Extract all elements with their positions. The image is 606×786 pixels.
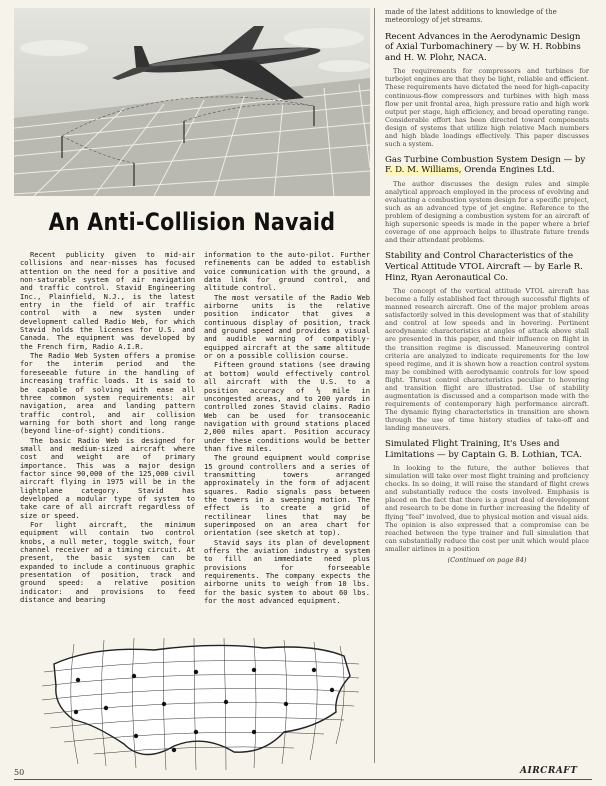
paper-entry	[385, 439, 589, 553]
paper-title	[385, 155, 589, 176]
paper-title	[385, 439, 589, 460]
paper-abstract: In looking to the future, the author believes that simulation will take over most flight training and proficiency checks. In so doing, it will raise the standard of flight crews and substantially reduce the costs involved. Emphasis is placed on the fact that there is a great deal of development and research to be done in further increasing the fidelity of flying "feel" involved, due to physical motion and visual aids. The opinion is also expressed that a compromise can be reached between the type trainer and full simulation that can substantially reduce the cost per unit which would place smaller airlines in a position	[385, 464, 589, 553]
paper-byline-rest: Orenda Engines Ltd.	[464, 165, 555, 176]
paper-title	[385, 251, 589, 283]
highlighted-author: F. D. M. Williams,	[385, 165, 462, 176]
us-map-svg	[14, 624, 370, 774]
article-paragraph: Stavid says its plan of development offers the aviation industry a system to fill an immediate need plus provisions for forseeable requirements. The company expects the airborne units to weigh from 10 lbs. for the basic system to about 60 lbs. for the most advanced equipment.	[204, 537, 370, 606]
us-outline	[54, 645, 350, 754]
continued-note: (Continued on page 84)	[447, 555, 527, 564]
paper-entry	[385, 155, 589, 245]
article-paragraph: The most versatile of the Radio Web airborne units is the relative position indicator that gives a continuous display of position, track and ground speed and provides a visual and audible warning of compatibly-equipped aircraft at the same altitude or on a possible collision course.	[204, 292, 370, 361]
intro-text: made of the latest additions to knowledge of the meteorology of jet streams.	[385, 8, 557, 25]
article-paragraph: For light aircraft, the minimum equipment will contain two control knobs, a null meter, toggle switch, four channel receiver ad a timing circuit. At present, the basic system can be expanded to include a continuous graphic presentation of position, track and ground speed: a relative position indicator: and provisions to feed distance and bearing	[20, 520, 195, 605]
paper-entry	[385, 32, 589, 148]
article-paragraph: Recent publicity given to mid-air collisions and near-misses has focused attention on the need for a positive and non-saturable system of air navigation and traffic control. Stavid Engineering Inc., Plainfield, N.J., is the latest entry in the field of air traffic control with a new system under development called Radio Web, for which Stavid holds the licenses for U.S. and Canada. The equipment was developed by the French firm, Radio A.I.R.	[20, 250, 195, 351]
article-headline: An Anti-Collision Navaid	[48, 208, 336, 236]
paper-title-text: Recent Advances in the Aerodynamic Design of Axial Turbomachinery	[385, 31, 581, 53]
aircraft-grid-svg	[14, 8, 370, 196]
article-column-2	[204, 251, 370, 606]
aircraft-grid-illustration	[14, 8, 370, 196]
paper-abstract: The concept of the vertical attitude VTOL aircraft has become a fully established fact through successful flights of manned research aircraft. One of the major problem areas satisfactorily solved in this development was that of stability and control at low speeds and in hovering. Pertinent aerodynamic characteristics at angles of attack above stall are presented in this paper, and their influence on flight in the transition regime is discussed. Maneuvering control criteria are analyzed to indicate requirements for the low speed regime, and it is shown how a reaction control system may be combined with aerodynamic controls for low speed flight. Thrust control characteristics peculiar to hovering and transition flight are illustrated. Use of stability augmentation is discussed and a comparison made with the requirements of contemporary high performance aircraft. The dynamic flying characteristics in transition are shown through the use of time history studies of take-off and landing maneuvers.	[385, 287, 589, 432]
paper-title	[385, 32, 589, 64]
paper-abstract: The requirements for compressors and turbines for turbojet engines are that they be light, reliable and efficient. These requirements have dictated the need for high-capacity continuous-flow compressors and turbines with high mass flow per unit frontal area, high pressure ratio and high work output per stage, high efficiency, and broad operating range. Considerable effort has been directed toward components design of systems that utilize high relative Mach numbers and high blade loadings effectively. This paper discusses such a system.	[385, 67, 589, 148]
us-grid-map-illustration	[14, 624, 370, 774]
article-paragraph: information to the auto-pilot. Further refinements can be added to establish voice communication with the ground, a data link for ground control, and altitude control.	[204, 250, 370, 293]
article-paragraph: The Radio Web System offers a promise for the interim period and the foreseeable future in the handling of increasing traffic loads. It is said to be capable of solving with ease all three common system requirements: air navigation, area and landing pattern traffic control, and air collision warning for both short and long range (beyond line-of-sight) conditions.	[20, 351, 195, 436]
column-divider	[374, 8, 375, 763]
paper-abstract: The author discusses the design rules and simple analytical approach employed in the process of evolving and evaluating a combustion system design for a specific project, such as an advanced type of jet engine. Reference to the problem of designing a combustion system for an aircraft of high supersonic speeds is made in the paper where a brief coverage of one approach helps to illustrate future trends and their attendant problems.	[385, 180, 589, 245]
page-number: 50	[14, 768, 25, 777]
article-column-1	[20, 251, 195, 605]
article-paragraph: The ground equipment would comprise 15 ground controllers and a series of transmitting towers arranged approximately in the form of adjacent squares. Radio signals pass between the towers in a sweeping motion. The effect is to create a grid of rectilinear lines that may be superimposed on an area chart for orientation (see sketch at top).	[204, 453, 370, 538]
paper-byline: — by Earle R. Hinz, Ryan Aeronautical Co.	[385, 262, 583, 283]
paper-title-text: Stability and Control Characteristics of the Vertical Attitude VTOL Aircraft	[385, 251, 574, 272]
paper-entry	[385, 251, 589, 432]
paper-title-text: Gas Turbine Combustion System Design	[385, 154, 561, 165]
paper-byline: — by W. H. Robbins and H. W. Plohr, NACA.	[385, 42, 581, 63]
paper-byline: — by	[563, 154, 586, 165]
footer-rule	[14, 779, 592, 780]
article-paragraph: Fifteen ground stations (see drawing at bottom) would effectively control all aircraft with the U.S. to a position accuracy of ½ mile in uncongested areas, and to 200 yards in controlled zones Stavid claims. Radio Web can be used for transoceanic navigation with ground stations placed 2,000 miles apart. Position accuracy under these conditions would be better than five miles.	[204, 360, 370, 453]
article-paragraph: The basic Radio Web is designed for small and medium-sized aircraft where cost and weight are of primary importance. This was a major design factor since 90,000 of the 125,000 civil aircraft flying in 1975 will be in the lightplane category. Stavid has developed a modular type of system to take care of all aircraft regardless of size or speed.	[20, 435, 195, 520]
paper-byline: — by Captain G. B. Lothian, TCA.	[437, 449, 582, 460]
paper-title-text: Simulated Flight Training, It's Uses and Limitations	[385, 439, 560, 460]
magazine-name: AIRCRAFT	[520, 766, 578, 776]
papers-column	[385, 8, 589, 564]
